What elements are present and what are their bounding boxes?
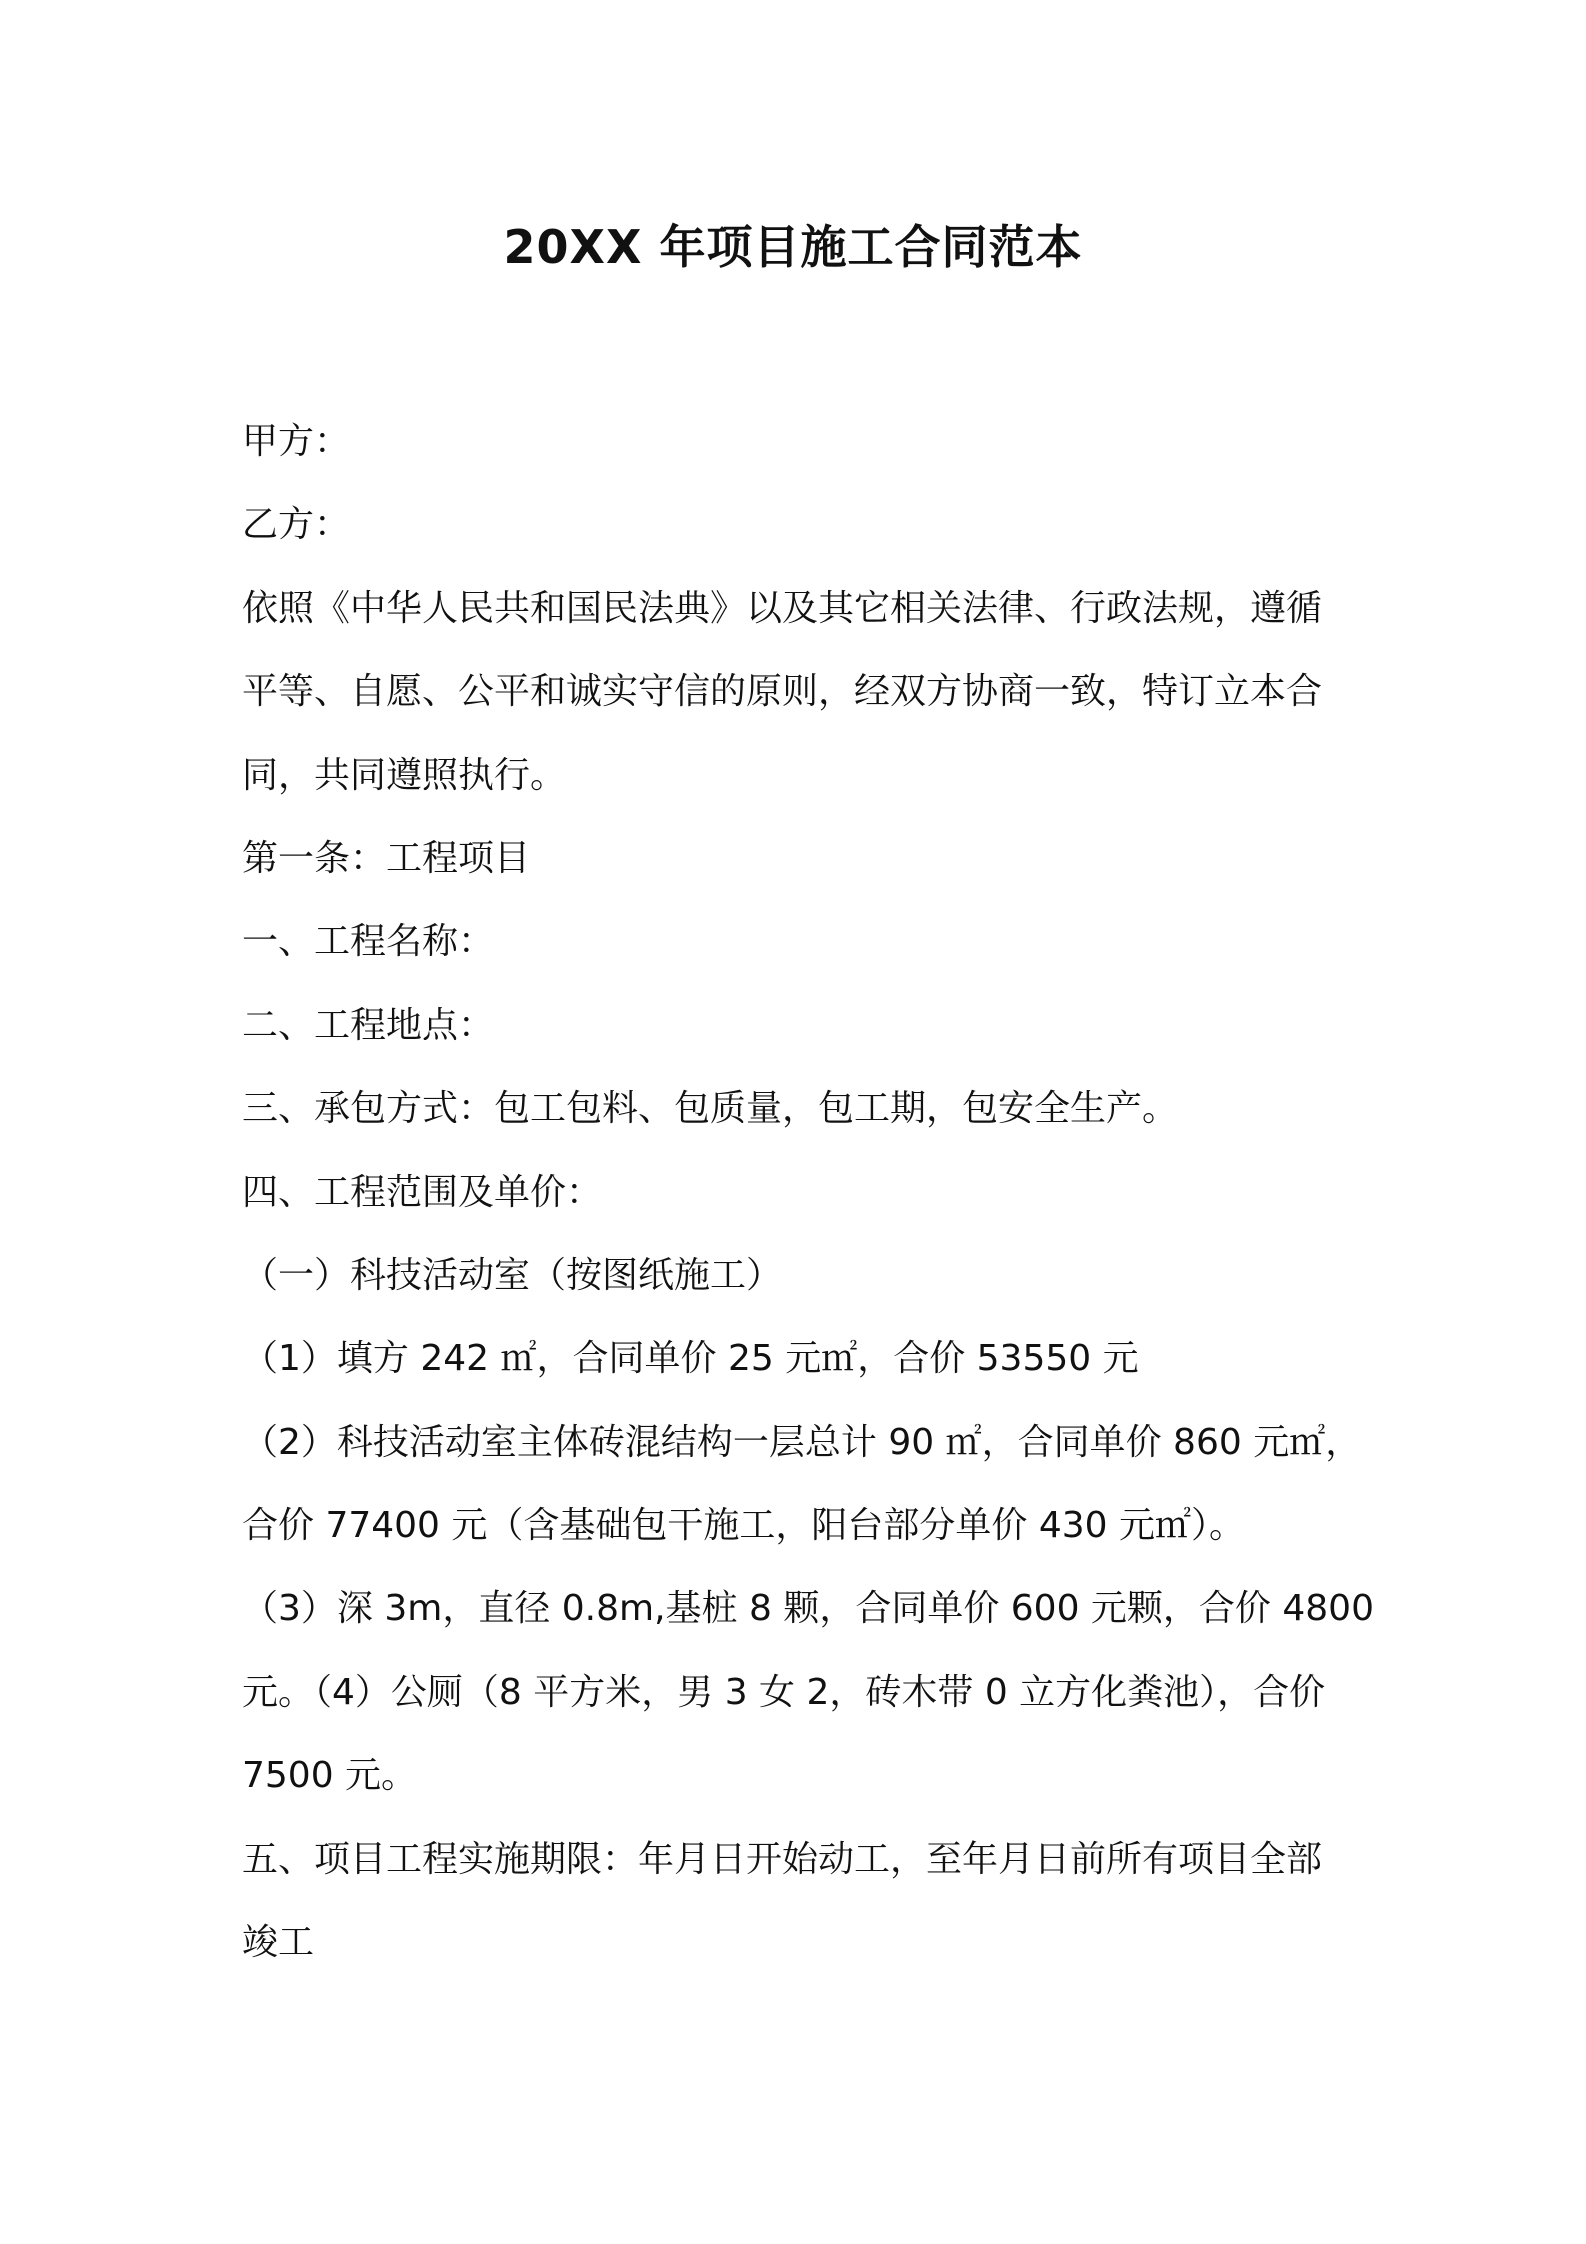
schedule-paragraph <box>242 1818 1362 1985</box>
intro-line-2: 平等、自愿、公平和诚实守信的原则，经双方协商一致，特订立本合 <box>242 671 1323 713</box>
schedule-line-1: 五、项目工程实施期限：年月日开始动工，至年月日前所有项目全部 <box>242 1838 1323 1880</box>
piles-line-2: 元。（4）公厕（8 平方米，男 3 女 2，砖木带 0 立方化粪池），合价 <box>242 1671 1326 1713</box>
piles-line-3: 7500 元。 <box>242 1755 418 1797</box>
party-b-line: 乙方： <box>242 504 351 546</box>
intro-paragraph <box>242 567 1362 817</box>
document-body <box>242 400 1374 1984</box>
scope-and-price-heading: 四、工程范围及单价： <box>242 1171 603 1213</box>
main-structure-paragraph <box>242 1401 1362 1568</box>
main-structure-line-1: （2）科技活动室主体砖混结构一层总计 90 ㎡，合同单价 860 元㎡， <box>242 1421 1362 1463</box>
intro-line-1: 依照《中华人民共和国民法典》以及其它相关法律、行政法规，遵循 <box>242 587 1323 629</box>
project-name-line: 一、工程名称： <box>242 921 495 963</box>
contract-method-line: 三、承包方式：包工包料、包质量，包工期，包安全生产。 <box>242 1088 1179 1130</box>
schedule-line-2: 竣工 <box>242 1922 315 1964</box>
party-a-line: 甲方： <box>242 421 351 462</box>
intro-line-3: 同，共同遵照执行。 <box>242 754 567 796</box>
sub-item-1-heading: （一）科技活动室（按图纸施工） <box>242 1254 783 1296</box>
fill-earth-line: （1）填方 242 ㎡，合同单价 25 元㎡，合价 53550 元 <box>242 1338 1139 1380</box>
document-title: 20XX 年项目施工合同范本 <box>503 220 1083 274</box>
main-structure-line-2: 合价 77400 元（含基础包干施工，阳台部分单价 430 元㎡）。 <box>242 1505 1246 1547</box>
piles-and-toilet-paragraph <box>242 1567 1374 1817</box>
piles-line-1: （3）深 3m，直径 0.8m,基桩 8 颗，合同单价 600 元颗，合价 4800 <box>242 1588 1374 1630</box>
article-1-heading: 第一条：工程项目 <box>242 837 531 879</box>
project-location-line: 二、工程地点： <box>242 1004 495 1046</box>
